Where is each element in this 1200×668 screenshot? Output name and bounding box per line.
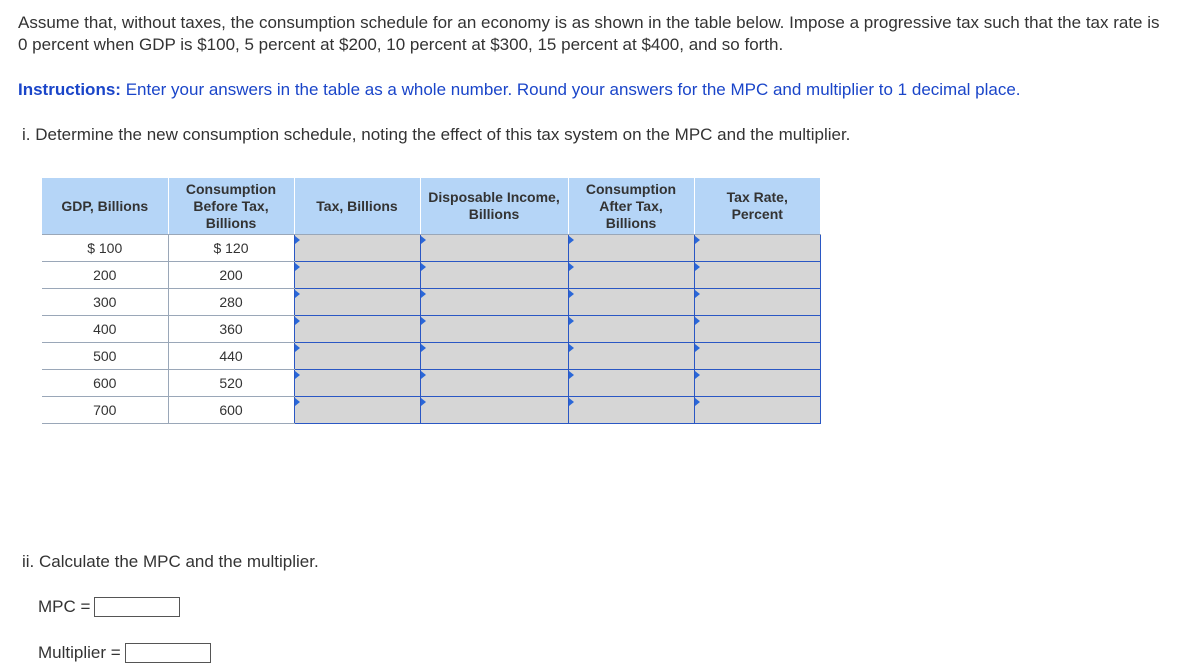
cell-marker-icon	[569, 290, 574, 298]
consumption-after-tax-cell	[568, 316, 694, 343]
disposable-income-cell	[420, 316, 568, 343]
disposable-income-cell	[420, 235, 568, 262]
tax-rate-cell	[694, 343, 820, 370]
disposable-income-cell	[420, 343, 568, 370]
cell-marker-icon	[421, 371, 426, 379]
tax-rate-input[interactable]	[695, 370, 820, 396]
table-header-row	[42, 178, 820, 235]
tax-rate-cell	[694, 397, 820, 424]
multiplier-input[interactable]	[125, 643, 211, 663]
mpc-label: MPC =	[38, 597, 91, 616]
cell-marker-icon	[421, 263, 426, 271]
instructions-label: Instructions:	[18, 80, 121, 99]
consumption-after-tax-input[interactable]	[569, 316, 694, 342]
tax-rate-cell	[694, 316, 820, 343]
tax-input[interactable]	[295, 262, 420, 288]
table-row	[42, 397, 820, 424]
table-row	[42, 343, 820, 370]
consumption-before-tax-cell: $ 120	[168, 235, 294, 262]
consumption-before-tax-cell: 440	[168, 343, 294, 370]
tax-rate-cell	[694, 370, 820, 397]
tax-rate-cell	[694, 289, 820, 316]
question-intro: Assume that, without taxes, the consumption schedule for an economy is as shown in the table below. Impose a progressive tax such that the tax rate is 0 percent when GDP is $100, 5 percent at $200, 10 percent at $300, 15 percent at $400, and so forth.	[18, 13, 1160, 54]
cell-marker-icon	[695, 290, 700, 298]
tax-input[interactable]	[295, 397, 420, 423]
disposable-income-input[interactable]	[421, 343, 568, 369]
part-ii-prompt: ii. Calculate the MPC and the multiplier.	[22, 552, 319, 571]
tax-cell	[294, 397, 420, 424]
cell-marker-icon	[295, 371, 300, 379]
consumption-before-tax-cell: 200	[168, 262, 294, 289]
header-consumption-before-tax: Consumption Before Tax, Billions	[168, 178, 294, 235]
tax-rate-input[interactable]	[695, 397, 820, 423]
gdp-cell: 600	[42, 370, 168, 397]
disposable-income-cell	[420, 262, 568, 289]
cell-marker-icon	[695, 236, 700, 244]
tax-rate-input[interactable]	[695, 316, 820, 342]
cell-marker-icon	[295, 398, 300, 406]
multiplier-field-group	[38, 642, 211, 664]
cell-marker-icon	[295, 344, 300, 352]
consumption-after-tax-input[interactable]	[569, 235, 694, 261]
cell-marker-icon	[569, 398, 574, 406]
header-tax: Tax, Billions	[294, 178, 420, 235]
gdp-cell: 700	[42, 397, 168, 424]
tax-cell	[294, 316, 420, 343]
consumption-after-tax-input[interactable]	[569, 397, 694, 423]
cell-marker-icon	[569, 344, 574, 352]
consumption-after-tax-input[interactable]	[569, 289, 694, 315]
tax-input[interactable]	[295, 316, 420, 342]
consumption-before-tax-cell: 360	[168, 316, 294, 343]
gdp-cell: $ 100	[42, 235, 168, 262]
cell-marker-icon	[695, 398, 700, 406]
cell-marker-icon	[295, 290, 300, 298]
header-disposable-income: Disposable Income, Billions	[420, 178, 568, 235]
cell-marker-icon	[295, 317, 300, 325]
multiplier-label: Multiplier =	[38, 643, 121, 662]
tax-cell	[294, 235, 420, 262]
gdp-cell: 400	[42, 316, 168, 343]
gdp-cell: 500	[42, 343, 168, 370]
part-i-prompt: i. Determine the new consumption schedule, noting the effect of this tax system on the MPC and the multiplier.	[22, 125, 851, 144]
consumption-after-tax-input[interactable]	[569, 343, 694, 369]
consumption-after-tax-cell	[568, 289, 694, 316]
disposable-income-input[interactable]	[421, 397, 568, 423]
gdp-cell: 200	[42, 262, 168, 289]
cell-marker-icon	[295, 263, 300, 271]
tax-input[interactable]	[295, 235, 420, 261]
tax-rate-input[interactable]	[695, 262, 820, 288]
cell-marker-icon	[421, 317, 426, 325]
consumption-after-tax-input[interactable]	[569, 370, 694, 396]
tax-rate-input[interactable]	[695, 235, 820, 261]
consumption-after-tax-cell	[568, 235, 694, 262]
cell-marker-icon	[569, 263, 574, 271]
instructions	[18, 79, 1021, 101]
consumption-before-tax-cell: 280	[168, 289, 294, 316]
tax-rate-input[interactable]	[695, 289, 820, 315]
mpc-input[interactable]	[94, 597, 180, 617]
tax-rate-cell	[694, 235, 820, 262]
disposable-income-input[interactable]	[421, 289, 568, 315]
disposable-income-input[interactable]	[421, 370, 568, 396]
consumption-after-tax-input[interactable]	[569, 262, 694, 288]
cell-marker-icon	[295, 236, 300, 244]
table-row	[42, 262, 820, 289]
tax-rate-cell	[694, 262, 820, 289]
consumption-before-tax-cell: 600	[168, 397, 294, 424]
header-consumption-after-tax: Consumption After Tax, Billions	[568, 178, 694, 235]
cell-marker-icon	[695, 371, 700, 379]
table-row	[42, 316, 820, 343]
tax-input[interactable]	[295, 343, 420, 369]
tax-cell	[294, 289, 420, 316]
cell-marker-icon	[421, 290, 426, 298]
cell-marker-icon	[569, 236, 574, 244]
cell-marker-icon	[421, 236, 426, 244]
table-row	[42, 370, 820, 397]
tax-input[interactable]	[295, 370, 420, 396]
consumption-before-tax-cell: 520	[168, 370, 294, 397]
disposable-income-cell	[420, 397, 568, 424]
cell-marker-icon	[569, 371, 574, 379]
tax-rate-input[interactable]	[695, 343, 820, 369]
tax-cell	[294, 262, 420, 289]
tax-cell	[294, 370, 420, 397]
cell-marker-icon	[569, 317, 574, 325]
mpc-field-group	[38, 596, 180, 618]
cell-marker-icon	[695, 344, 700, 352]
gdp-cell: 300	[42, 289, 168, 316]
table-row	[42, 289, 820, 316]
consumption-after-tax-cell	[568, 262, 694, 289]
table-row	[42, 235, 820, 262]
cell-marker-icon	[421, 398, 426, 406]
consumption-schedule-table	[42, 178, 821, 424]
cell-marker-icon	[421, 344, 426, 352]
tax-cell	[294, 343, 420, 370]
disposable-income-input[interactable]	[421, 262, 568, 288]
disposable-income-cell	[420, 289, 568, 316]
consumption-after-tax-cell	[568, 370, 694, 397]
cell-marker-icon	[695, 317, 700, 325]
instructions-text: Enter your answers in the table as a whole number. Round your answers for the MPC and multiplier to 1 decimal place.	[125, 80, 1021, 99]
disposable-income-input[interactable]	[421, 235, 568, 261]
consumption-after-tax-cell	[568, 397, 694, 424]
header-tax-rate: Tax Rate, Percent	[694, 178, 820, 235]
disposable-income-cell	[420, 370, 568, 397]
tax-input[interactable]	[295, 289, 420, 315]
header-gdp: GDP, Billions	[42, 178, 168, 235]
cell-marker-icon	[695, 263, 700, 271]
disposable-income-input[interactable]	[421, 316, 568, 342]
consumption-after-tax-cell	[568, 343, 694, 370]
